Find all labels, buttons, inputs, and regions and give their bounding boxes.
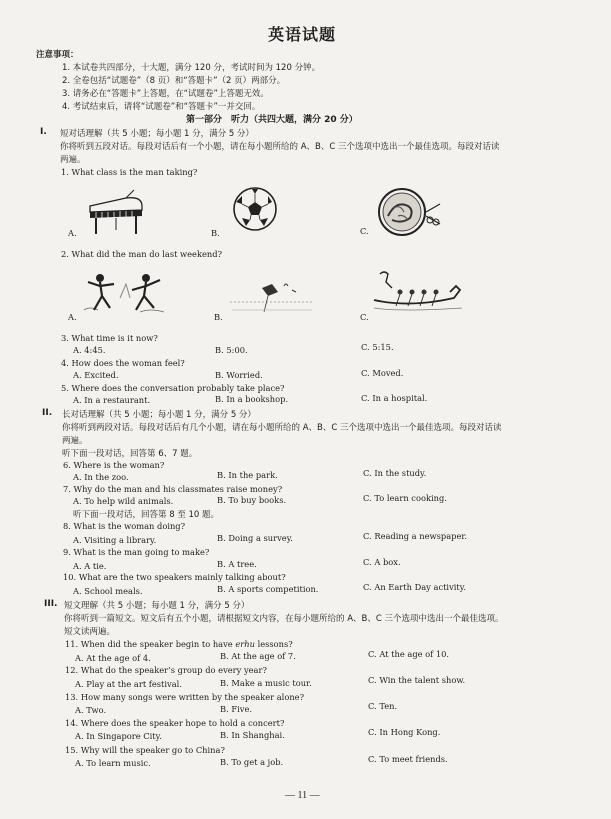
- question-10: 10. What are the two speakers mainly talking about?: [63, 572, 286, 582]
- q2-option-a: A.: [68, 312, 77, 322]
- section-number: III.: [44, 599, 58, 609]
- question-11-text: 11. When did the speaker begin to have: [65, 639, 236, 649]
- q10-option-a: A. School meals.: [73, 586, 143, 596]
- notice-line: 4. 考试结束后，请将“试题卷”和“答题卡”一并交回。: [62, 102, 261, 112]
- q6-option-c: C. In the study.: [363, 468, 427, 478]
- q3-option-c: C. 5:15.: [361, 342, 394, 352]
- q12-option-b: B. Make a music tour.: [220, 678, 312, 688]
- listening-instruction: 听下面一段对话，回答第 6、7 题。: [62, 449, 198, 459]
- section-instruction: 短文读两遍。: [64, 627, 116, 637]
- question-4: 4. How does the woman feel?: [61, 358, 185, 368]
- question-11-emphasis: erhu: [235, 639, 255, 649]
- q2-option-c: C.: [360, 312, 369, 322]
- q1-option-c: C.: [360, 226, 369, 236]
- notice-line: 1. 本试卷共四部分，十大题，满分 120 分，考试时间为 120 分钟。: [62, 63, 321, 73]
- section-header: 短文理解（共 5 小题；每小题 1 分，满分 5 分）: [64, 601, 250, 611]
- q1-option-a: A.: [68, 228, 77, 238]
- section-instruction: 你将听到两段对话。每段对话后有几个小题，请在每小题所给的 A、B、C 三个选项中选出一个最佳选项。每段对话读: [62, 423, 502, 433]
- q8-option-c: C. Reading a newspaper.: [363, 531, 468, 541]
- question-5: 5. Where does the conversation probably take place?: [61, 383, 285, 393]
- dragon-boat-picture: [370, 270, 466, 314]
- question-3: 3. What time is it now?: [61, 333, 158, 343]
- page-title: 英语试题: [268, 25, 337, 44]
- kite-picture: [226, 280, 318, 316]
- section-number: I.: [40, 127, 47, 137]
- q10-option-b: B. A sports competition.: [217, 584, 319, 594]
- section-instruction: 两遍。: [60, 155, 86, 165]
- q12-option-c: C. Win the talent show.: [368, 675, 466, 685]
- section-number: II.: [42, 408, 53, 418]
- q5-option-a: A. In a restaurant.: [73, 395, 151, 405]
- q6-option-a: A. In the zoo.: [73, 472, 129, 482]
- question-11-text-end: lessons?: [254, 639, 293, 649]
- q9-option-a: A. A tie.: [73, 561, 107, 571]
- q14-option-b: B. In Shanghai.: [220, 730, 285, 740]
- question-12: 12. What do the speaker’s group do every year?: [65, 665, 267, 675]
- q4-option-a: A. Excited.: [73, 370, 119, 380]
- q7-option-a: A. To help wild animals.: [73, 496, 174, 506]
- q15-option-b: B. To get a job.: [220, 757, 284, 767]
- martial-arts-picture: [80, 270, 170, 316]
- q13-option-a: A. Two.: [75, 705, 107, 715]
- section-instruction: 两遍。: [62, 436, 88, 446]
- question-8: 8. What is the woman doing?: [63, 521, 186, 531]
- q2-option-b: B.: [214, 312, 223, 322]
- q1-option-b: B.: [211, 228, 220, 238]
- football-picture: [232, 186, 278, 232]
- q11-option-c: C. At the age of 10.: [368, 649, 450, 659]
- part-one-heading: 第一部分 听力（共四大题，满分 20 分）: [186, 115, 358, 125]
- page-number: — 11 —: [285, 790, 320, 801]
- q5-option-b: B. In a bookshop.: [215, 394, 289, 404]
- question-2: 2. What did the man do last weekend?: [61, 249, 223, 259]
- notice-line: 2. 全卷包括“试题卷”（8 页）和“答题卡”（2 页）两部分。: [62, 76, 286, 86]
- question-11: [65, 639, 293, 649]
- q13-option-c: C. Ten.: [368, 701, 398, 711]
- q7-option-c: C. To learn cooking.: [363, 493, 447, 503]
- q13-option-b: B. Five.: [220, 704, 253, 714]
- q15-option-c: C. To meet friends.: [368, 754, 448, 764]
- embroidery-picture: [374, 186, 444, 242]
- q14-option-a: A. In Singapore City.: [75, 731, 162, 741]
- q9-option-c: C. A box.: [363, 557, 401, 567]
- section-instruction: 你将听到五段对话。每段对话后有一个小题，请在每小题所给的 A、B、C 三个选项中选出一个最佳选项。每段对话读: [60, 142, 500, 152]
- notice-line: 3. 请务必在“答题卡”上答题，在“试题卷”上答题无效。: [62, 89, 269, 99]
- question-13: 13. How many songs were written by the speaker alone?: [65, 692, 305, 702]
- q5-option-c: C. In a hospital.: [361, 393, 428, 403]
- q9-option-b: B. A tree.: [217, 559, 257, 569]
- q6-option-b: B. In the park.: [217, 470, 278, 480]
- q12-option-a: A. Play at the art festival.: [75, 679, 182, 689]
- q11-option-b: B. At the age of 7.: [220, 651, 296, 661]
- q7-option-b: B. To buy books.: [217, 495, 287, 505]
- q4-option-c: C. Moved.: [361, 368, 404, 378]
- section-instruction: 你将听到一篇短文。短文后有五个小题，请根据短文内容，在每小题所给的 A、B、C 三个选项中选出一个最佳选项。: [64, 614, 504, 624]
- question-9: 9. What is the man going to make?: [63, 547, 210, 557]
- q14-option-c: C. In Hong Kong.: [368, 727, 441, 737]
- piano-picture: [86, 188, 146, 236]
- section-header: 长对话理解（共 5 小题；每小题 1 分，满分 5 分）: [62, 410, 256, 420]
- listening-instruction: 听下面一段对话，回答第 8 至 10 题。: [73, 510, 220, 520]
- question-14: 14. Where does the speaker hope to hold a concert?: [65, 718, 285, 728]
- q15-option-a: A. To learn music.: [75, 758, 151, 768]
- q11-option-a: A. At the age of 4.: [75, 653, 151, 663]
- question-15: 15. Why will the speaker go to China?: [65, 745, 225, 755]
- q3-option-b: B. 5:00.: [215, 345, 248, 355]
- question-7: 7. Why do the man and his classmates raise money?: [63, 484, 283, 494]
- question-6: 6. Where is the woman?: [63, 460, 165, 470]
- q8-option-b: B. Doing a survey.: [217, 533, 293, 543]
- q8-option-a: A. Visiting a library.: [73, 535, 157, 545]
- q3-option-a: A. 4:45.: [73, 345, 106, 355]
- section-header: 短对话理解（共 5 小题；每小题 1 分，满分 5 分）: [60, 129, 254, 139]
- q4-option-b: B. Worried.: [215, 370, 263, 380]
- question-1: 1. What class is the man taking?: [61, 167, 198, 177]
- notice-header: 注意事项：: [36, 50, 79, 60]
- q10-option-c: C. An Earth Day activity.: [363, 582, 466, 592]
